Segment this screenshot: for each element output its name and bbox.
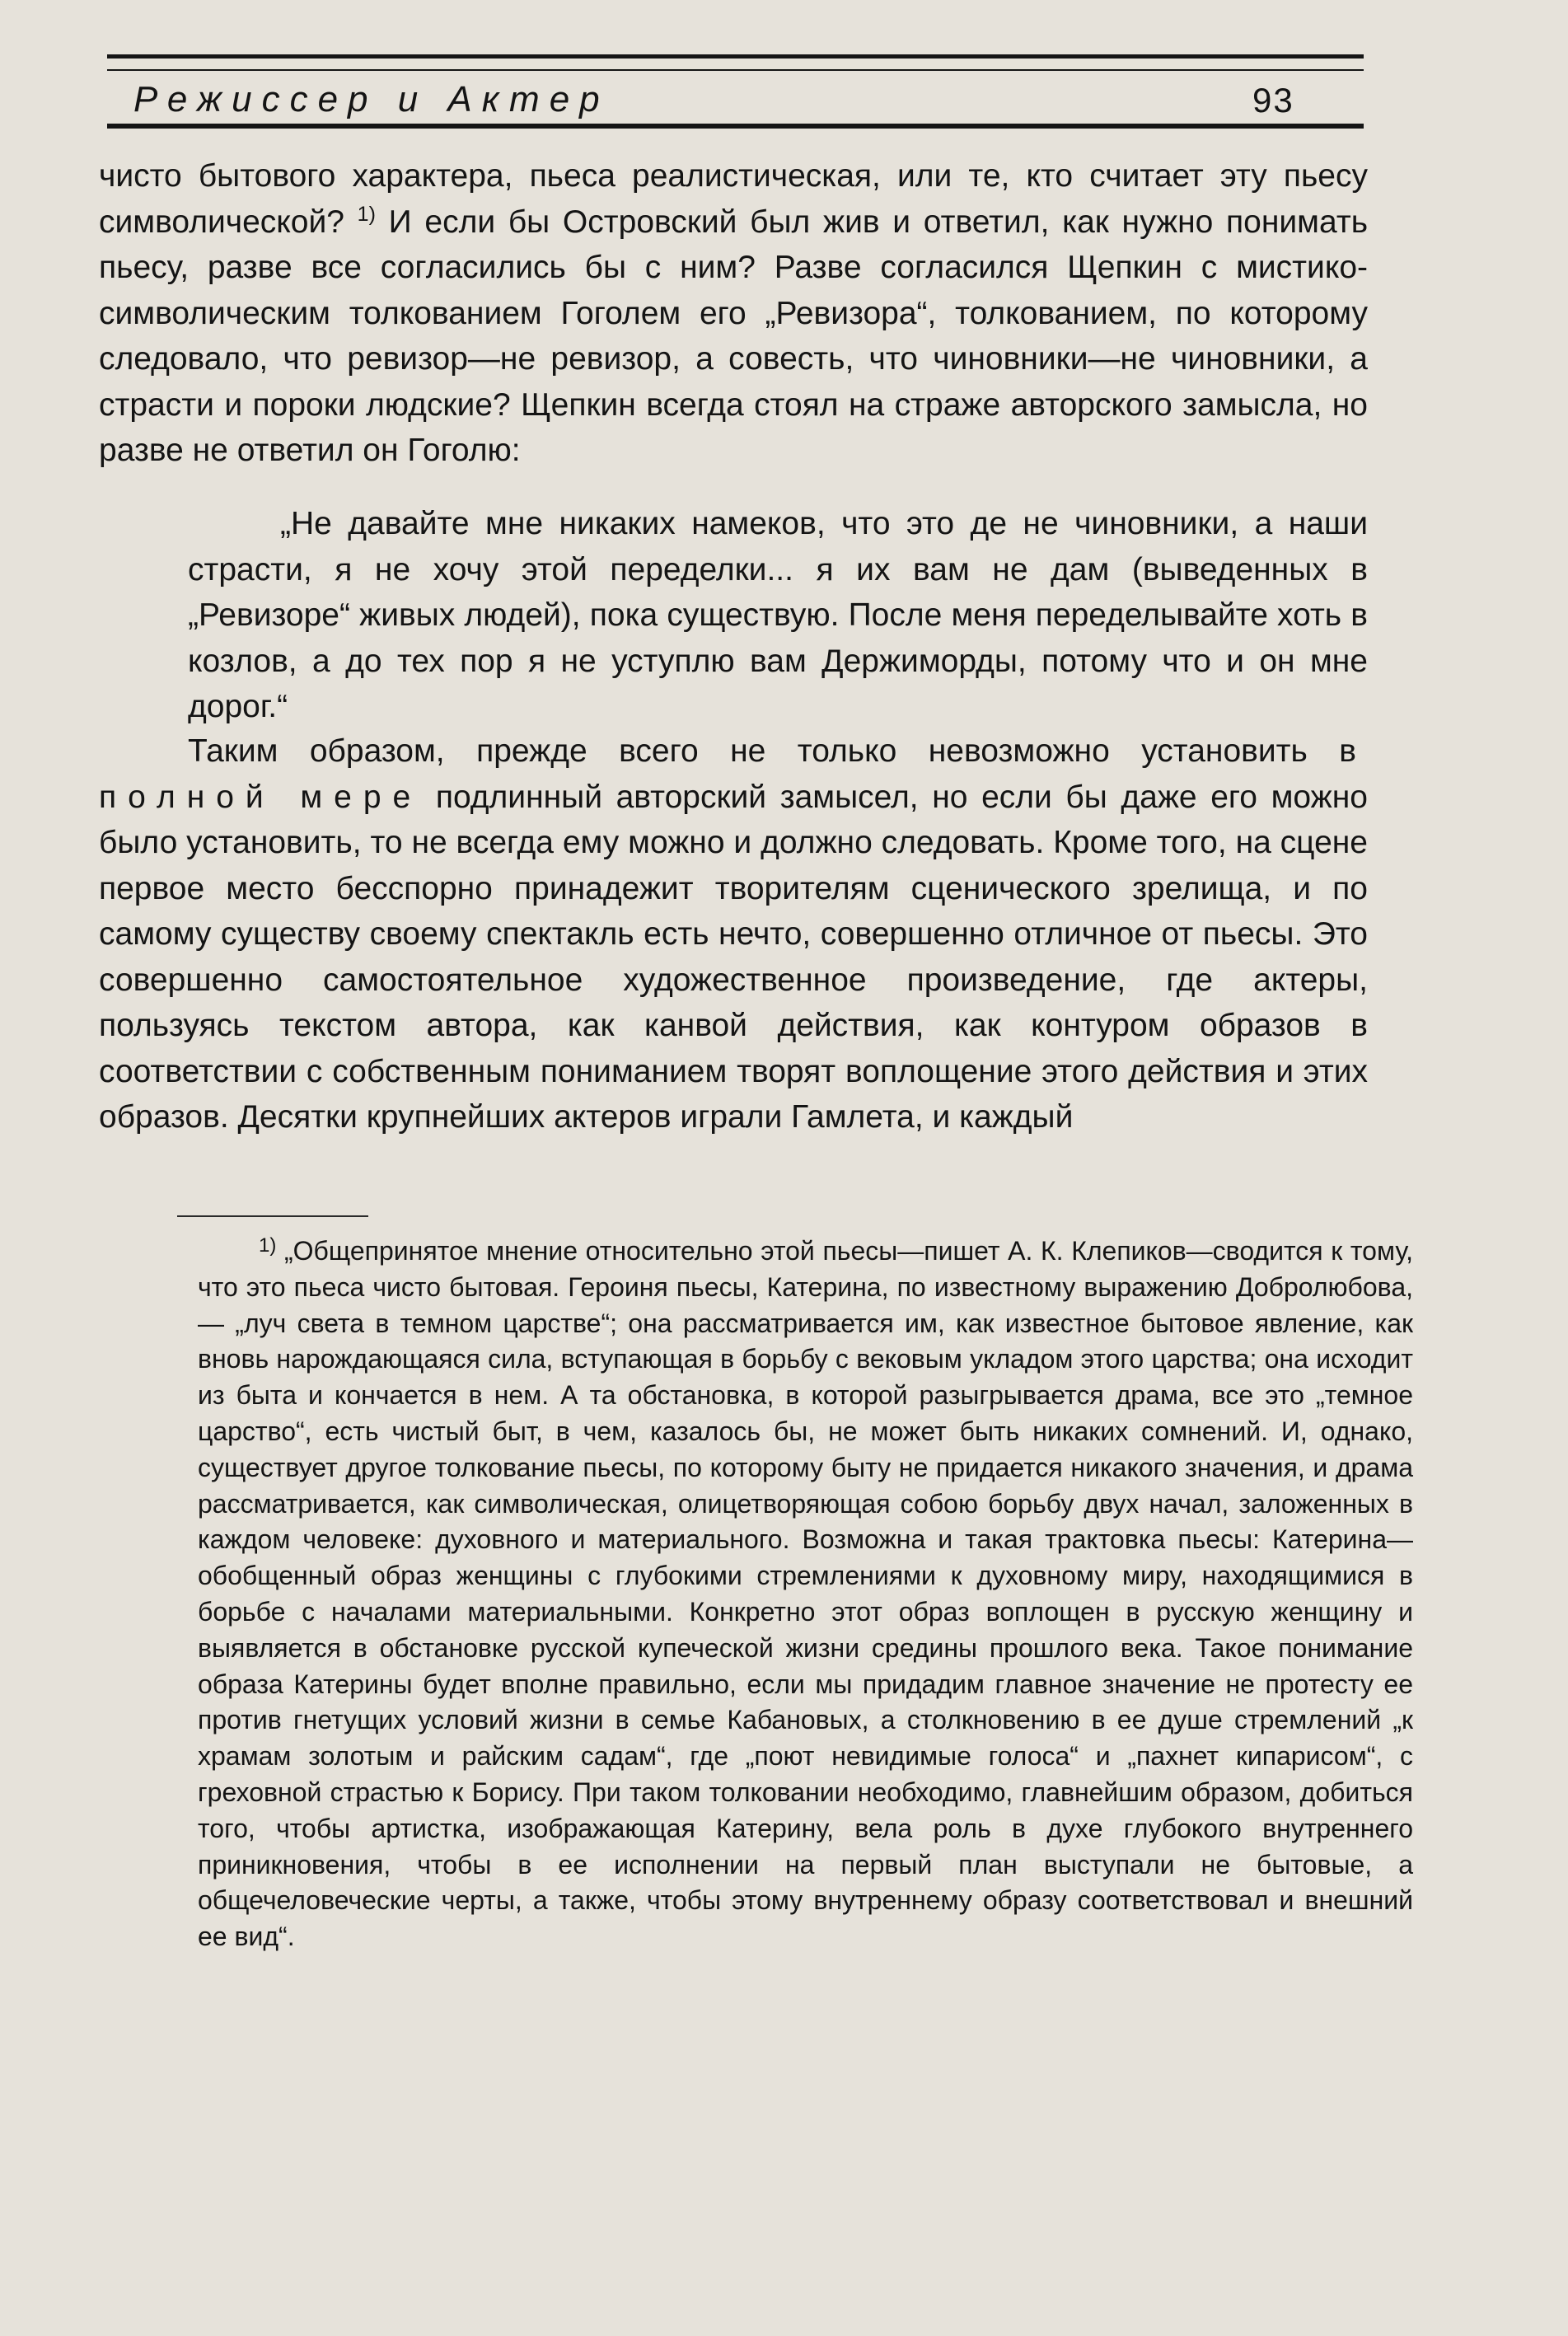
footnote-text: „Общепринятое мнение относительно этой пьесы—пишет А. К. Клепиков—сводится к тому, что это пьеса чисто бытовая. Героиня пьесы, Катерина, по известному выражению Добролюбова, — „луч света в темном царстве“; она рассматривается им, как известное бытовое явление, как вновь нарождающаяся сила, вступающая в борьбу с вековым укладом этого царства; она исходит из быта и кончается в нем. А та обстановка, в которой разыгрывается драма, все это „темное царство“, есть чистый быт, в чем, казалось бы, не может быть никаких сомнений. И, однако, существует другое толкование пьесы, по которому быту не придается никакого значения, и драма рассматривается, как символическая, олицетворяющая собою борьбу двух начал, заложенных в каждом человеке: духовного и материального. Возможна и такая трактовка пьесы: Катерина—обобщенный образ женщины с глубокими стремлениями к духовному миру, находящимися в борьбе с началами материальными. Конкретно этот образ воплощен в русскую женщину и выявляется в обстановке русской купеческой жизни средины прошлого века. Такое понимание образа Катерины будет вполне правильно, если мы придадим главное значение не протесту ее против гнетущих условий жизни в семье Кабановых, а столкновению в ее душе стремлений „к храмам золотым и райским садам“, где „поют невидимые голоса“ и „пахнет кипарисом“, с греховной страстью к Борису. При таком толковании необходимо, главнейшим образом, добиться того, чтобы артистка, изображающая Катерину, вела роль в духе глубокого внутреннего приникновения, чтобы в ее исполнении на первый план выступали не бытовые, а общечеловеческие черты, а также, чтобы этому внутреннему образу соответствовал и внешний ее вид“. [198, 1236, 1414, 1952]
emphasized-text: в полной мере [99, 733, 1368, 815]
paragraph-text: чисто бытового характера, пьеса реалистическая, или те, кто считает эту пьесу символической? [99, 158, 1368, 240]
footnote-marker: 1) [259, 1234, 277, 1257]
body-paragraph-1 [99, 153, 1368, 474]
quotation-block [188, 501, 1368, 730]
running-title: Режиссер и Актер [133, 79, 610, 119]
footnote [198, 1228, 1413, 1955]
paragraph-text: подлинный авторский замысел, но если бы даже его можно было установить, то не всегда ему можно и должно следовать. Кроме того, на сцене первое место бесспорно принадежит творителям сценического зрелища, и по самому существу своему спектакль есть нечто, совершенно отличное от пьесы. Это совершенно самостоятельное художественное произведение, где актеры, пользуясь текстом автора, как канвой действия, как контуром образов в соответствии с собственным пониманием творят воплощение этого действия и этих образов. Десятки крупнейших актеров играли Гамлета, и каждый [99, 779, 1368, 1135]
header-rule-thin [107, 69, 1364, 71]
body-paragraph-2 [99, 728, 1368, 1140]
paragraph-text: Таким образом, прежде всего не только невозможно установить [188, 733, 1308, 769]
header-rule-bottom [107, 124, 1364, 129]
page-number: 93 [1252, 81, 1294, 119]
header-rule-top [107, 54, 1364, 59]
quotation-text: „Не давайте мне никаких намеков, что это де не чиновники, а наши страсти, я не хочу этой переделки... я их вам не дам (выведенных в „Ревизоре“ живых людей), пока существую. После меня переделывайте хоть в козлов, а до тех пор я не уступлю вам Держиморды, потому что и он мне дорог.“ [188, 506, 1368, 724]
footnote-separator [177, 1215, 368, 1217]
paragraph-text: И если бы Островский был жив и ответил, как нужно понимать пьесу, разве все согласились бы с ним? Разве согласился Щепкин с мистико-символическим толкованием Гоголем его „Ревизора“, толкованием, по которому следовало, что ревизор—не ревизор, а совесть, что чиновники—не чиновники, а страсти и пороки людские? Щепкин всегда стоял на страже авторского замысла, но разве не ответил он Гоголю: [99, 204, 1369, 468]
footnote-reference: 1) [357, 202, 376, 226]
